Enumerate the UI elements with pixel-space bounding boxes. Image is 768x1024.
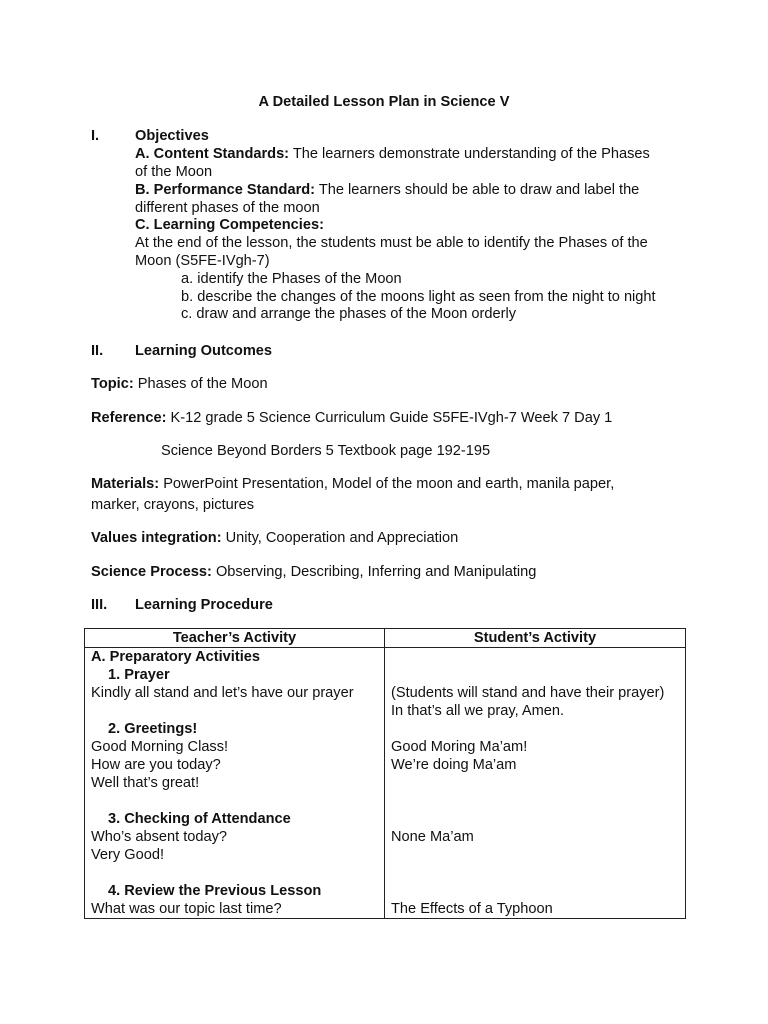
prayer-student-2: In that’s all we pray, Amen.	[391, 703, 565, 719]
values-label: Values integration:	[91, 530, 222, 546]
spacer	[391, 720, 679, 738]
spacer	[91, 864, 378, 882]
reference-label: Reference:	[91, 410, 167, 426]
reference-text: K-12 grade 5 Science Curriculum Guide S5FE-IVgh-7 Week 7 Day 1	[166, 410, 613, 426]
science-process-line	[91, 563, 536, 581]
greet-teacher-2: How are you today?	[91, 757, 221, 773]
document-title: A Detailed Lesson Plan in Science V	[258, 94, 510, 110]
spacer	[391, 666, 679, 684]
table-header-row	[85, 629, 686, 648]
spacer	[391, 864, 679, 882]
attendance-teacher-1: Who’s absent today?	[91, 829, 228, 845]
values-line	[91, 529, 458, 547]
greetings-heading: 2. Greetings!	[108, 721, 198, 737]
student-activity-header: Student’s Activity	[385, 629, 686, 648]
competency-item-c: c. draw and arrange the phases of the Moon orderly	[181, 306, 517, 322]
procedure-table	[84, 628, 686, 919]
attendance-heading: 3. Checking of Attendance	[108, 811, 291, 827]
section-numeral-3: III.	[91, 597, 108, 613]
content-standards-text: The learners demonstrate understanding of the Phases	[289, 146, 650, 162]
science-process-text: Observing, Describing, Inferring and Manipulating	[211, 564, 537, 580]
student-activity-cell	[385, 648, 686, 919]
prayer-heading: 1. Prayer	[108, 667, 170, 683]
learning-competencies-text-2: Moon (S5FE-IVgh-7)	[135, 253, 270, 269]
learning-competencies-text-1: At the end of the lesson, the students must be able to identify the Phases of the	[135, 235, 648, 251]
topic-label: Topic:	[91, 376, 134, 392]
performance-standard-text: The learners should be able to draw and label the	[315, 182, 640, 198]
competency-item-b: b. describe the changes of the moons light as seen from the night to night	[181, 289, 656, 305]
attendance-teacher-2: Very Good!	[91, 847, 165, 863]
spacer	[391, 810, 679, 828]
content-standards-text-2: of the Moon	[135, 164, 213, 180]
prayer-teacher: Kindly all stand and let’s have our prayer	[91, 685, 354, 701]
review-teacher: What was our topic last time?	[91, 901, 282, 917]
greet-teacher-1: Good Morning Class!	[91, 739, 229, 755]
prayer-student-1: (Students will stand and have their prayer)	[391, 685, 665, 701]
materials-line	[91, 475, 614, 493]
learning-competencies-label: C. Learning Competencies:	[135, 217, 324, 233]
spacer	[391, 792, 679, 810]
objectives-heading: Objectives	[135, 128, 209, 144]
learning-outcomes-heading: Learning Outcomes	[135, 343, 273, 359]
spacer	[391, 774, 679, 792]
topic-line	[91, 375, 268, 393]
performance-standard	[135, 181, 639, 199]
section-numeral-1: I.	[91, 128, 100, 144]
learning-procedure-heading: Learning Procedure	[135, 597, 273, 613]
section-numeral-2: II.	[91, 343, 104, 359]
content-standards-label: A. Content Standards:	[135, 146, 290, 162]
preparatory-heading: A. Preparatory Activities	[91, 649, 260, 665]
table-row	[85, 648, 686, 919]
spacer	[391, 846, 679, 864]
review-student: The Effects of a Typhoon	[391, 901, 553, 917]
materials-label: Materials:	[91, 476, 160, 492]
spacer	[391, 882, 679, 900]
competency-item-a: a. identify the Phases of the Moon	[181, 271, 402, 287]
science-process-label: Science Process:	[91, 564, 212, 580]
teacher-activity-header: Teacher’s Activity	[85, 629, 385, 648]
materials-text-2: marker, crayons, pictures	[91, 497, 255, 513]
spacer	[91, 792, 378, 810]
spacer	[391, 648, 679, 666]
spacer	[91, 702, 378, 720]
greet-teacher-3: Well that’s great!	[91, 775, 200, 791]
values-text: Unity, Cooperation and Appreciation	[221, 530, 459, 546]
performance-standard-label: B. Performance Standard:	[135, 182, 316, 198]
teacher-activity-cell	[85, 648, 385, 919]
content-standards	[135, 145, 650, 163]
topic-text: Phases of the Moon	[133, 376, 268, 392]
attendance-student: None Ma’am	[391, 829, 474, 845]
performance-standard-text-2: different phases of the moon	[135, 200, 320, 216]
greet-student-1: Good Moring Ma’am!	[391, 739, 528, 755]
materials-text: PowerPoint Presentation, Model of the moon and earth, manila paper,	[159, 476, 615, 492]
reference-line	[91, 409, 612, 427]
review-heading: 4. Review the Previous Lesson	[108, 883, 322, 899]
greet-student-2: We’re doing Ma’am	[391, 757, 517, 773]
reference-text-2: Science Beyond Borders 5 Textbook page 192-195	[161, 443, 491, 459]
